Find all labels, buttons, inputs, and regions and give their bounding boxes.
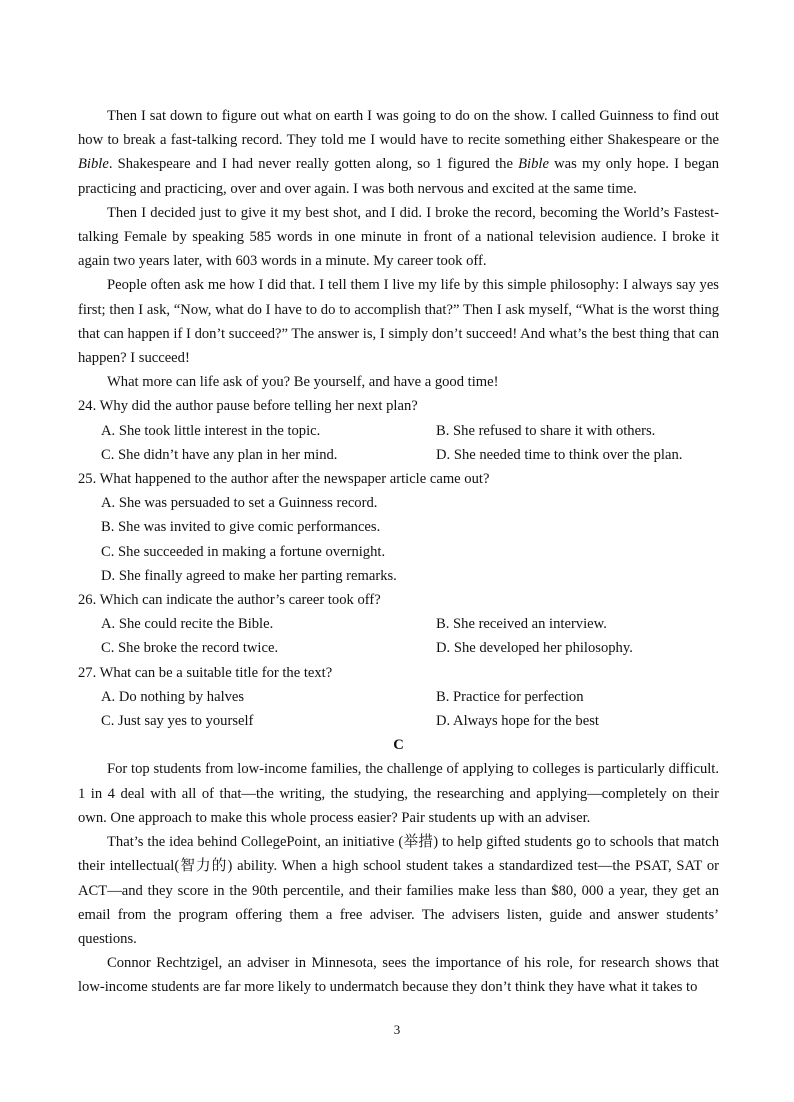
question-25-option-a: A. She was persuaded to set a Guinness record. [101,495,378,512]
question-24-option-b: B. She refused to share it with others. [436,422,656,439]
question-24-options-row-1 [78,419,719,443]
question-24-option-d: D. She needed time to think over the plan. [436,446,683,463]
question-26-option-a: A. She could recite the Bible. [101,616,274,633]
question-25-option-b: B. She was invited to give comic performances. [101,519,381,536]
question-25-stem: 25. What happened to the author after the newspaper article came out? [78,471,490,488]
question-25-option-c: C. She succeeded in making a fortune overnight. [101,543,386,560]
question-26-option-c: C. She broke the record twice. [101,640,279,657]
exam-page-content [78,104,719,1000]
page-number: 3 [393,1022,401,1037]
question-24-option-c: C. She didn’t have any plan in her mind. [101,446,338,463]
question-24-stem: 24. Why did the author pause before telling her next plan? [78,398,418,415]
italic-title-bible: Bible [518,156,549,173]
text-run: . Shakespeare and I had never really gotten along, so 1 figured the [108,156,519,173]
section-c-paragraph-1: For top students from low-income families, the challenge of applying to colleges is particularly difficult. 1 in 4 deal with all of that—the writing, the studying, the researching and applying—completely on their own. One approach to make this whole process easier? Pair students up with an adviser. [78,761,719,826]
question-27-option-b: B. Practice for perfection [436,688,584,705]
question-27-option-a: A. Do nothing by halves [101,688,245,705]
question-26-options-row-1 [78,612,719,636]
question-24-options-row-2 [78,443,719,467]
question-27-option-d: D. Always hope for the best [436,713,599,730]
question-27-stem: 27. What can be a suitable title for the text? [78,664,333,681]
question-26-option-d: D. She developed her philosophy. [436,640,633,657]
question-26-options-row-2 [78,636,719,660]
section-c-paragraph-2: That’s the idea behind CollegePoint, an initiative (举措) to help gifted students go to schools that match their intellectual(智力的) ability. When a high school student takes a standardized test—the PSAT, SAT or ACT—and they score in the 90th percentile, and their families make less than $80, 000 a year, they get an email from the program offering them a free adviser. The advisers listen, guide and answer students’ questions. [78,834,719,947]
question-24-option-a: A. She took little interest in the topic. [101,422,321,439]
italic-title-bible: Bible [78,156,109,173]
passage-b-paragraph-2: Then I decided just to give it my best shot, and I did. I broke the record, becoming the World’s Fastest-talking Female by speaking 585 words in one minute in front of a national television audience. I broke it again two years later, with 603 words in a minute. My career took off. [78,204,719,270]
text-run: was my only hope. I began practicing and practicing, over and over again. I was both nervous and excited at the same time. [78,156,720,197]
question-26-option-b: B. She received an interview. [436,616,607,633]
question-25-option-d: D. She finally agreed to make her parting remarks. [101,567,397,584]
question-27-option-c: C. Just say yes to yourself [101,713,254,730]
passage-b-paragraph-3: People often ask me how I did that. I tell them I live my life by this simple philosophy: I always say yes first; then I ask, “Now, what do I have to do to accomplish that?” Then I ask myself, “What is the worst thing that can happen if I don’t succeed?” The answer is, I simply don’t succeed! And what’s the best thing that can happen? I succeed! [78,277,719,367]
text-run: Then I sat down to figure out what on earth I was going to do on the show. I called Guinness to find out how to break a fast-talking record. They told me I would have to recite something either Shakespeare or the [78,108,719,149]
section-c-heading: C [393,737,404,754]
passage-b-paragraph-4: What more can life ask of you? Be yourself, and have a good time! [107,374,499,391]
passage-b-paragraph-1 [78,104,719,201]
section-c-paragraph-3: Connor Rechtzigel, an adviser in Minnesota, sees the importance of his role, for research shows that low-income students are far more likely to undermatch because they don’t think they have what it takes to [78,955,719,996]
question-26-stem: 26. Which can indicate the author’s career took off? [78,592,381,609]
question-27-options-row-2 [78,709,719,733]
question-27-options-row-1 [78,685,719,709]
